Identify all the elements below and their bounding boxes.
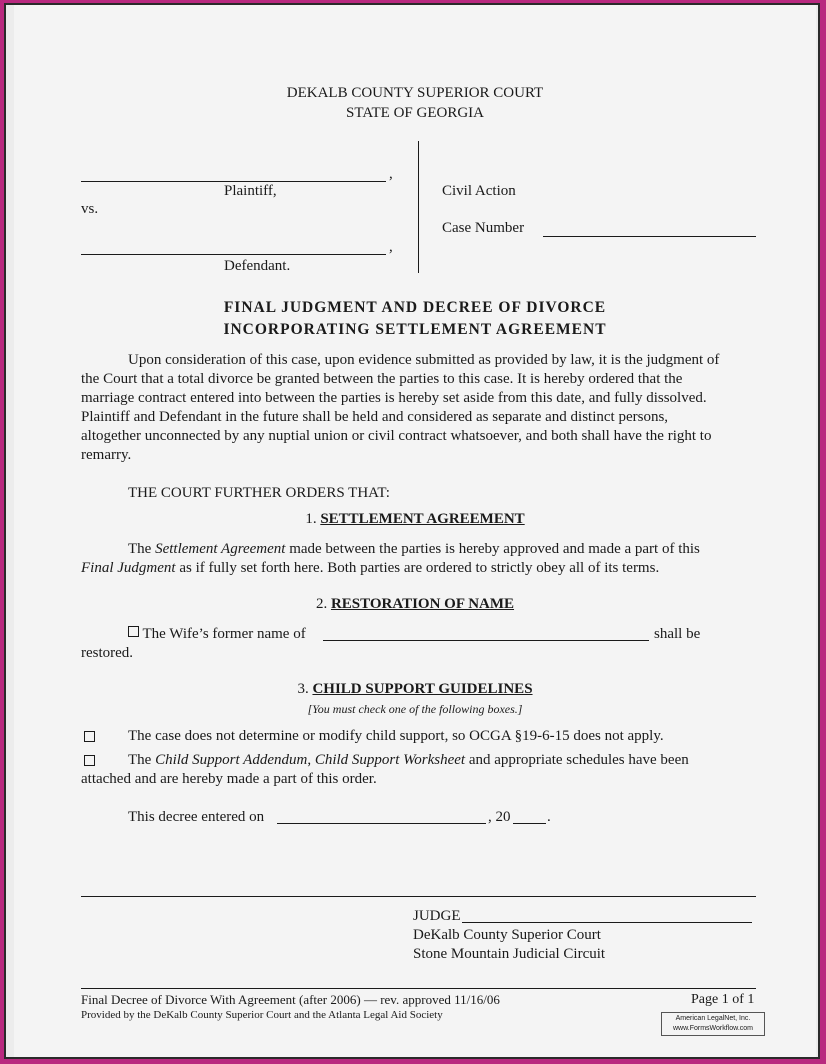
section3-number: 3.: [297, 681, 309, 697]
intro-line: altogether unconnected by any nuptial union or civil contract whatsoever, and both shall have the right to: [81, 428, 712, 444]
logo-line2: www.FormsWorkflow.com: [673, 1025, 753, 1032]
plaintiff-label: Plaintiff,: [224, 183, 277, 199]
section1-line2: Final Judgment as if fully set forth here. Both parties are ordered to strictly obey all of its terms.: [81, 560, 660, 576]
section2-restored: restored.: [81, 645, 134, 661]
legalnet-logo: [661, 1012, 765, 1036]
restore-name-checkbox[interactable]: [128, 626, 139, 637]
document-title-line2: INCORPORATING SETTLEMENT AGREEMENT: [223, 321, 607, 338]
child-support-option1-checkbox[interactable]: [84, 731, 95, 742]
section2-shall-be: shall be: [654, 626, 701, 642]
footer-provided-by: Provided by the DeKalb County Superior Court and the Atlanta Legal Aid Society: [81, 1009, 443, 1021]
defendant-blank[interactable]: [81, 254, 386, 255]
footer-rule: [81, 988, 756, 989]
decree-date-blank[interactable]: [277, 823, 486, 824]
document-frame: [4, 3, 820, 1059]
child-support-option2-checkbox[interactable]: [84, 755, 95, 766]
section1-number: 1.: [305, 511, 317, 527]
section1-title: SETTLEMENT AGREEMENT: [320, 511, 525, 527]
decree-period: .: [547, 809, 551, 825]
section2-heading: [14, 596, 816, 613]
state-name: STATE OF GEORGIA: [346, 105, 484, 121]
child-support-option1-text: The case does not determine or modify child support, so OCGA §19-6-15 does not apply.: [128, 728, 664, 744]
further-orders-heading: THE COURT FURTHER ORDERS THAT:: [128, 485, 390, 501]
document-page: [14, 5, 816, 1057]
child-support-option2-line1: The Child Support Addendum, Child Support Worksheet and appropriate schedules have been: [128, 752, 689, 768]
section2-line1: The Wife’s former name of: [128, 625, 306, 644]
decree-text: This decree entered on: [128, 809, 265, 825]
court-name: DEKALB COUNTY SUPERIOR COURT: [286, 85, 544, 101]
footer-page-number: Page 1 of 1: [691, 992, 755, 1007]
section2-number: 2.: [315, 596, 328, 612]
judge-court: DeKalb County Superior Court: [413, 927, 601, 943]
section3-title: CHILD SUPPORT GUIDELINES: [312, 681, 533, 697]
intro-line: Plaintiff and Defendant in the future shall be held and considered as separate and distinct persons,: [81, 409, 669, 425]
section1-heading: [14, 511, 816, 528]
section3-heading: [14, 681, 816, 698]
decree-year-prefix: , 20: [488, 809, 511, 825]
decree-year-blank[interactable]: [513, 823, 546, 824]
case-number-blank[interactable]: [543, 236, 756, 237]
logo-line1: American LegalNet, Inc.: [675, 1015, 751, 1022]
former-name-blank[interactable]: [323, 640, 649, 641]
judge-label: JUDGE: [413, 908, 461, 924]
plaintiff-comma: ,: [389, 166, 393, 182]
signature-rule: [81, 896, 756, 897]
defendant-comma: ,: [389, 239, 393, 255]
vs-label: vs.: [81, 201, 99, 217]
intro-line: remarry.: [81, 447, 132, 463]
section2-title: RESTORATION OF NAME: [330, 596, 515, 612]
civil-action-label: Civil Action: [442, 183, 516, 199]
child-support-option2-line2: attached and are hereby made a part of this order.: [81, 771, 377, 787]
intro-line: marriage contract entered into between the parties is hereby set aside from this date, and fully dissolved.: [81, 390, 707, 406]
intro-line: Upon consideration of this case, upon evidence submitted as provided by law, it is the judgment of: [128, 352, 720, 368]
caption-divider: [418, 141, 419, 273]
case-number-label: Case Number: [442, 220, 525, 236]
plaintiff-blank[interactable]: [81, 181, 386, 182]
document-title-line1: FINAL JUDGMENT AND DECREE OF DIVORCE: [223, 299, 607, 316]
intro-line: the Court that a total divorce be granted between the parties to this case. It is hereby ordered that the: [81, 371, 683, 387]
defendant-label: Defendant.: [224, 258, 291, 274]
judge-circuit: Stone Mountain Judicial Circuit: [413, 946, 606, 962]
section1-line1: The Settlement Agreement made between the parties is hereby approved and made a part of this: [128, 541, 700, 557]
section3-instruction: [You must check one of the following boxes.]: [307, 702, 523, 716]
judge-signature-blank[interactable]: [462, 922, 752, 923]
footer-form-name: Final Decree of Divorce With Agreement (after 2006) — rev. approved 11/16/06: [81, 992, 500, 1007]
